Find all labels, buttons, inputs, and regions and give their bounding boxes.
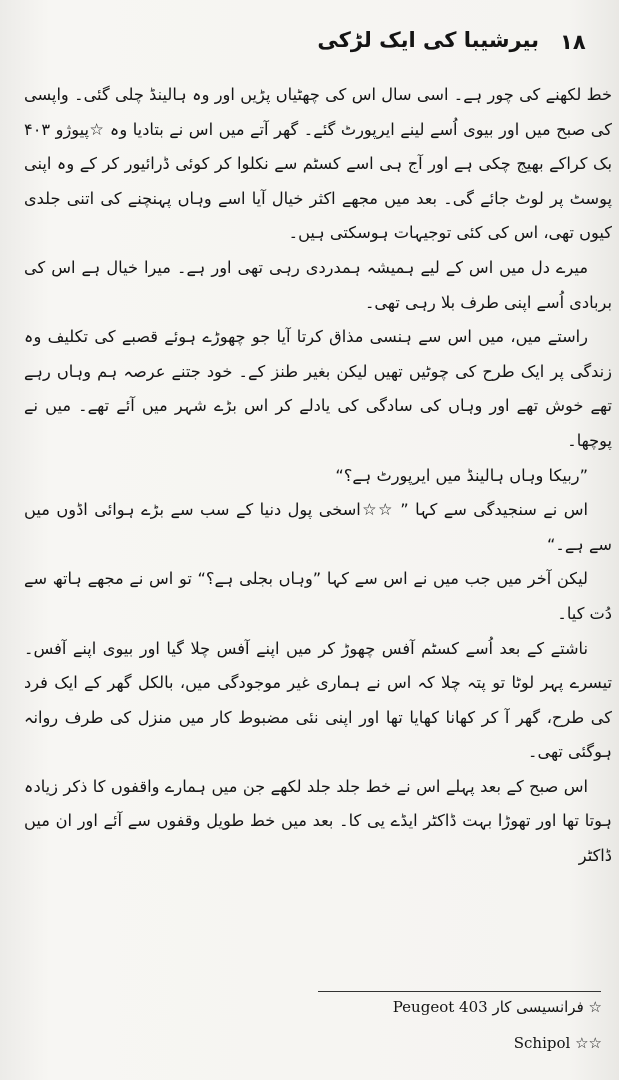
- footnote-2-star-icon: ☆☆: [575, 1034, 602, 1052]
- footnote-1-urdu: فرانسیسی کار: [492, 998, 584, 1016]
- footnote-1-latin: Peugeot 403: [392, 998, 488, 1016]
- page-number: ۱۸: [560, 30, 586, 54]
- paragraph-7: ناشتے کے بعد اُسے کسٹم آفس چھوڑ کر میں اپنے آفس چلا گیا اور بیوی اپنے آفس۔ تیسرے پہر لوٹا تو پتہ چلا کہ اس نے ہماری غیر موجودگی میں، بالکل گھر کے ایک فرد کی طرح، گھر آ کر کھانا کھایا تھا اور اپنی نئی مضبوط کار میں منزل کی طرف روانہ ہوگئی تھی۔: [24, 638, 612, 762]
- footnote-divider: [318, 991, 601, 992]
- paragraph-1: خط لکھنے کی چور ہے۔ اسی سال اس کی چھٹیاں پڑیں اور وہ ہالینڈ چلی گئی۔ واپسی کی صبح میں اور بیوی اُسے لینے ایرپورٹ گئے۔ گھر آتے میں اس نے بتادیا وہ ☆پیوژو ۴۰۳ بک کراکے بھیج چکی ہے اور آج ہی اسے کسٹم سے نکلوا کر کوئی ڈرائیور کر کے وہ اپنی پوسٹ پر لوٹ جائے گی۔ بعد میں مجھے اکثر خیال آیا اسے وہاں پہنچنے کی اتنی جلدی کیوں تھی، اس کی کئی توجیہات ہوسکتی ہیں۔: [24, 85, 612, 243]
- paragraph-6: لیکن آخر میں جب میں نے اس سے کہا ”وہاں بجلی ہے؟“ تو اس نے مجھے ہاتھ سے دُت کیا۔: [24, 569, 612, 623]
- paragraph-2: میرے دل میں اس کے لیے ہمیشہ ہمدردی رہی تھی اور ہے۔ میرا خیال ہے اس کی بربادی اُسے اپنی طرف بلا رہی تھی۔: [24, 257, 612, 312]
- footnote-1: [393, 998, 602, 1016]
- body-text: [24, 78, 612, 874]
- footnote-1-star-icon: ☆: [588, 998, 602, 1016]
- paragraph-3: راستے میں، میں اس سے ہنسی مذاق کرتا آیا جو چھوڑے ہوئے قصبے کی تکلیف وہ زندگی پر ایک طرح کی چوٹیں تھیں لیکن بغیر طنز کے۔ خود جتنے عرصہ ہم وہاں رہے تھے خوش تھے اور وہاں کی سادگی کی یادلے کر اس بڑے شہر میں آئے تھے۔ میں نے پوچھا۔: [24, 327, 612, 450]
- running-title: بیرشیبا کی ایک لڑکی: [317, 28, 539, 52]
- paragraph-5-answer: اس نے سنجیدگی سے کہا ” ☆☆اسخی پول دنیا کے سب سے بڑے ہوائی اڈوں میں سے ہے۔“: [24, 500, 612, 554]
- footnote-2-latin: Schipol: [513, 1034, 571, 1052]
- paragraph-8: اس صبح کے بعد پہلے اس نے خط جلد جلد لکھے جن میں ہمارے واقفوں کا ذکر زیادہ ہوتا تھا اور تھوڑا بہت ڈاکٹر ایڈے یی کا۔ بعد میں خط طویل وقفوں سے آئے اور ان میں ڈاکٹر: [24, 776, 612, 866]
- page-header: [0, 26, 619, 66]
- footnote-2: [514, 1034, 602, 1052]
- paragraph-4-question: ”ربیکا وہاں ہالینڈ میں ایرپورٹ ہے؟“: [335, 465, 588, 485]
